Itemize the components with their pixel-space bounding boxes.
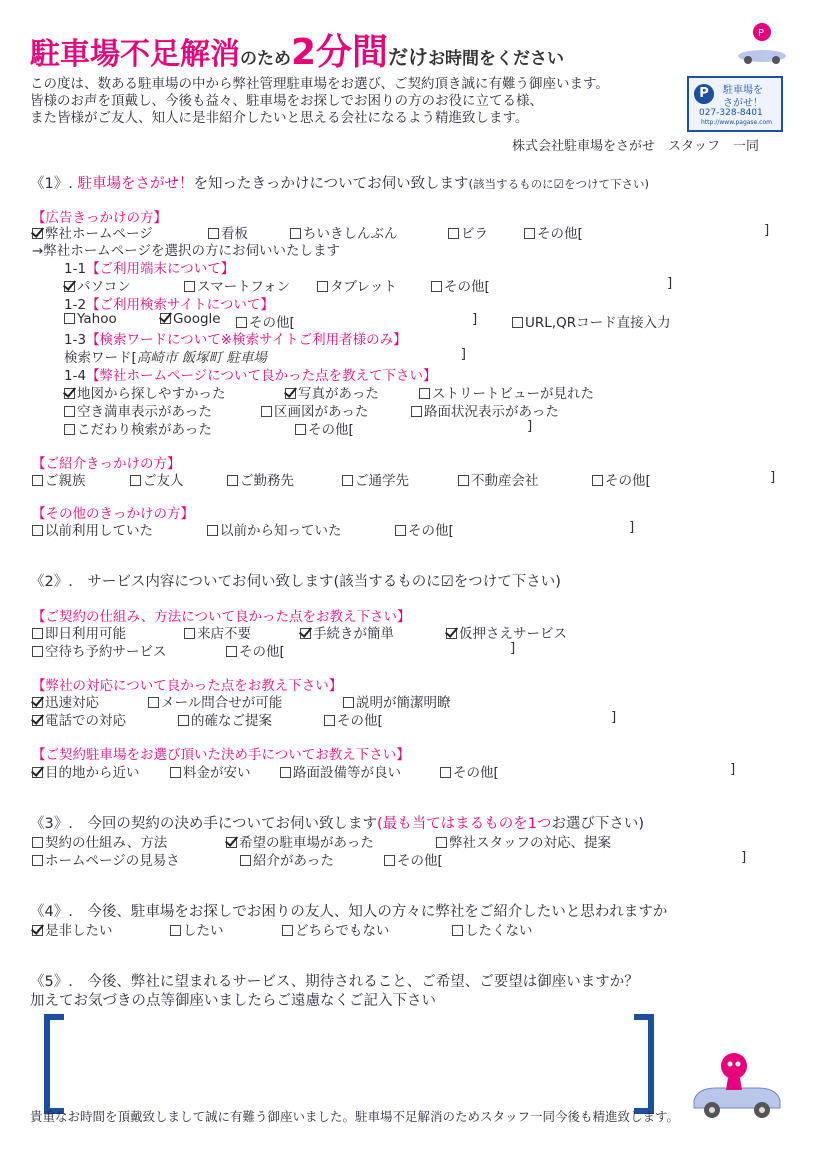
response-row-2 xyxy=(32,709,616,729)
keyword-row xyxy=(64,346,466,366)
comment-box-left-bracket xyxy=(44,1014,64,1114)
hp-good-row-2 xyxy=(64,400,559,420)
section-1-3-label xyxy=(64,328,407,348)
option-label: その他[ xyxy=(537,226,583,242)
checkbox-smartphone[interactable] xyxy=(184,275,317,295)
option-label: 的確なご提案 xyxy=(191,713,272,729)
title-request: お時間をください xyxy=(428,49,565,69)
q5-heading-line-2: 加えてお気づきの点等御座いましたらご遠慮なくご記入下さい xyxy=(30,993,436,1009)
radio-no[interactable] xyxy=(452,919,533,939)
contract-row-1 xyxy=(32,622,567,642)
checkbox-hold-service[interactable] xyxy=(446,622,567,642)
option-label: 以前から知っていた xyxy=(220,523,342,539)
checkbox-trigger-other[interactable] xyxy=(395,519,629,539)
deciding-row xyxy=(32,761,735,781)
option-label: ご勤務先 xyxy=(240,473,294,489)
response-row-1 xyxy=(32,691,451,711)
logo-text-2: さがせ！ xyxy=(723,98,763,109)
option-label: ご通学先 xyxy=(355,473,409,489)
q1-brand: 駐車場をさがせ！ xyxy=(77,176,194,192)
logo-url: http://www.pagase.com xyxy=(701,119,772,126)
checkbox-advanced-search[interactable] xyxy=(64,418,295,438)
option-label: 以前利用していた xyxy=(45,523,153,539)
bracket-close: ] xyxy=(510,640,516,656)
option-label: パソコン xyxy=(77,279,131,295)
checkbox-device-other[interactable] xyxy=(431,275,667,295)
title-for: のため xyxy=(240,49,291,69)
option-label: 料金が安い xyxy=(183,765,251,781)
q3-emphasis: (最も当てはまるものを1つ xyxy=(377,816,552,832)
option-label: 不動産会社 xyxy=(471,473,539,489)
checkbox-vacancy-display[interactable] xyxy=(64,400,261,420)
bracket-close: ] xyxy=(730,761,736,777)
option-label: 電話での対応 xyxy=(45,713,126,729)
referral-section-label: 【ご紹介きっかけの方】 xyxy=(32,456,181,472)
checkbox-deciding-other[interactable] xyxy=(440,761,730,781)
bracket-close: ] xyxy=(764,222,770,238)
title-minutes: 2分間 xyxy=(291,32,389,73)
checkbox-same-day[interactable] xyxy=(32,622,184,642)
checkbox-pc[interactable] xyxy=(64,275,184,295)
checkbox-road-surface[interactable] xyxy=(411,400,559,420)
checkbox-easy-procedure[interactable] xyxy=(300,622,446,642)
option-label: 即日利用可能 xyxy=(45,626,126,642)
option-label: 空待ち予約サービス xyxy=(45,644,167,660)
radio-desired-lot[interactable] xyxy=(226,831,436,851)
checkbox-cheap[interactable] xyxy=(170,761,280,781)
checkbox-flyer[interactable] xyxy=(448,222,524,242)
checkbox-real-estate[interactable] xyxy=(458,469,592,489)
hp-good-row-1 xyxy=(64,382,594,402)
option-label: 弊社ホームページ xyxy=(45,226,153,242)
option-label: したい xyxy=(183,923,224,939)
option-label: ご友人 xyxy=(143,473,184,489)
option-label: ご親族 xyxy=(45,473,86,489)
option-label: 来店不要 xyxy=(197,626,251,642)
option-label: 路面状況表示があった xyxy=(424,404,559,420)
checkbox-phone-response[interactable] xyxy=(32,709,178,729)
radio-q3-other[interactable] xyxy=(384,849,741,869)
bracket-close: ] xyxy=(611,709,617,725)
radio-website-readability[interactable] xyxy=(32,849,240,869)
option-label: 迅速対応 xyxy=(45,695,99,711)
mascot-car-icon xyxy=(688,1048,784,1122)
option-label: その他[ xyxy=(444,279,490,295)
section-title: 【ご利用検索サイトについて】 xyxy=(86,297,274,313)
option-label: その他[ xyxy=(397,853,443,869)
q4-heading: 《4》. 今後、駐車場をお探しでお困りの友人、知人の方々に弊社をご紹介したいと思われますか xyxy=(30,904,668,920)
option-label: その他[ xyxy=(605,473,651,489)
bracket-close: ] xyxy=(770,469,776,485)
q3-question: 《3》. 今回の契約の決め手についてお伺い致します xyxy=(30,816,378,832)
option-label: 看板 xyxy=(221,226,248,242)
radio-staff-response[interactable] xyxy=(436,831,611,851)
bracket-close: ] xyxy=(460,346,467,362)
section-number: 1-4 xyxy=(64,368,87,384)
section-1-4-label xyxy=(64,364,437,384)
company-logo xyxy=(687,76,783,132)
checkbox-knew-before[interactable] xyxy=(207,519,395,539)
checkbox-school[interactable] xyxy=(342,469,458,489)
checkbox-lot-map[interactable] xyxy=(261,400,411,420)
checkbox-no-visit[interactable] xyxy=(184,622,300,642)
q3-row-1 xyxy=(32,831,611,851)
section-title: 【弊社ホームページについて良かった点を教えて下さい】 xyxy=(86,368,437,384)
q5-heading-line-1: 《5》. 今後、弊社に望まれるサービス、期待されること、ご希望、ご要望は御座いますか？ xyxy=(30,974,639,990)
option-label: 説明が簡潔明瞭 xyxy=(356,695,451,711)
checkbox-quick-response[interactable] xyxy=(32,691,148,711)
logo-p-icon: P xyxy=(694,84,714,104)
q3-heading xyxy=(30,812,644,833)
option-label: 地図から探しやすかった xyxy=(77,386,226,402)
option-label: 是非したい xyxy=(45,923,113,939)
bracket-close: ] xyxy=(527,418,533,434)
bracket-close: ] xyxy=(667,275,673,291)
svg-text:P: P xyxy=(758,28,765,39)
option-label: ホームページの見易さ xyxy=(45,853,180,869)
q3-row-2 xyxy=(32,849,746,869)
bracket-close: ] xyxy=(629,519,635,535)
homepage-followup-note: →弊社ホームページを選択の方にお伺いいたします xyxy=(32,243,341,259)
radio-definitely[interactable] xyxy=(32,919,170,939)
section-1-2-label xyxy=(64,293,274,313)
option-label: 手続きが簡単 xyxy=(313,626,394,642)
option-label: その他[ xyxy=(249,315,295,331)
keyword-handwritten-value[interactable]: 高崎市 飯塚町 駐車場 xyxy=(136,350,267,366)
option-label: その他[ xyxy=(337,713,383,729)
q2-heading: 《2》. サービス内容についてお伺い致します(該当するものに☑をつけて下さい) xyxy=(30,574,561,590)
option-label: 区画図があった xyxy=(274,404,369,420)
option-label: 契約の仕組み、方法 xyxy=(45,835,168,851)
option-label: タブレット xyxy=(330,279,397,295)
hp-good-row-3 xyxy=(64,418,532,438)
device-options-row xyxy=(64,275,672,295)
radio-referral[interactable] xyxy=(240,849,384,869)
checkbox-street-view[interactable] xyxy=(419,382,594,402)
other-trigger-label: 【その他のきっかけの方】 xyxy=(32,506,194,522)
q1-note: (該当するものに☑をつけて下さい) xyxy=(468,177,649,191)
option-label: その他[ xyxy=(408,523,454,539)
deciding-section-label: 【ご契約駐車場をお選び頂いた決め手についてお教え下さい】 xyxy=(32,747,410,763)
checkbox-workplace[interactable] xyxy=(227,469,342,489)
option-label: 紹介があった xyxy=(253,853,334,869)
section-title: 【ご利用端末について】 xyxy=(86,261,235,277)
checkbox-map-search[interactable] xyxy=(64,382,285,402)
checkbox-response-other[interactable] xyxy=(324,709,611,729)
checkbox-suggestion[interactable] xyxy=(178,709,324,729)
page-title xyxy=(30,24,564,75)
option-label: URL,QRコード直接入力 xyxy=(525,315,671,331)
q1-heading xyxy=(30,172,649,193)
intro-line-2: 皆様のお声を頂戴し、今後も益々、駐車場をお探しでお困りの方のお役に立てる様、 xyxy=(30,93,543,109)
option-label: 路面設備等が良い xyxy=(293,765,401,781)
option-label: 弊社スタッフの対応、提案 xyxy=(449,835,611,851)
option-label: 目的地から近い xyxy=(45,765,140,781)
option-label: Google xyxy=(173,311,221,327)
option-label: 希望の駐車場があった xyxy=(239,835,374,851)
checkbox-clear-explanation[interactable] xyxy=(343,691,451,711)
q4-options-row xyxy=(32,919,533,939)
keyword-label: 検索ワード[ xyxy=(64,350,137,366)
option-label: その他[ xyxy=(308,422,354,438)
checkbox-direct-url[interactable] xyxy=(512,311,671,331)
section-title: 【検索ワードについて※検索サイトご利用者様のみ】 xyxy=(86,332,407,348)
option-label: 写真があった xyxy=(298,386,379,402)
checkbox-photos[interactable] xyxy=(285,382,419,402)
intro-line-3: また皆様がご友人、知人に是非紹介したいと思える会社になるよう精進致します。 xyxy=(30,110,529,126)
checkbox-referral-other[interactable] xyxy=(592,469,770,489)
intro-line-1: この度は、数ある駐車場の中から弊社管理駐車場をお選び、ご契約頂き誠に有難う御座います。 xyxy=(30,76,609,92)
title-main: 駐車場不足解消 xyxy=(30,37,240,72)
checkbox-used-before[interactable] xyxy=(32,519,207,539)
option-label: その他[ xyxy=(239,644,285,660)
checkbox-near-destination[interactable] xyxy=(32,761,170,781)
option-label: したくない xyxy=(465,923,533,939)
logo-phone: 027-328-8401 xyxy=(699,108,763,118)
checkbox-ad-other[interactable] xyxy=(524,222,764,242)
radio-yes[interactable] xyxy=(170,919,282,939)
option-label: スマートフォン xyxy=(197,279,291,295)
option-label: その他[ xyxy=(453,765,499,781)
section-number: 1-3 xyxy=(64,332,87,348)
comment-textarea[interactable] xyxy=(64,1020,630,1100)
q3-end: お選び下さい) xyxy=(551,816,645,832)
contract-section-label: 【ご契約の仕組み、方法について良かった点をお教え下さい】 xyxy=(32,609,411,625)
footer-thanks: 貴重なお時間を頂戴致しまして誠に有難う御座いました。駐車場不足解消のためスタッフ一同今後も精進致します。 xyxy=(30,1109,680,1124)
section-number: 1-1 xyxy=(64,261,87,277)
radio-neutral[interactable] xyxy=(282,919,452,939)
section-1-1-label xyxy=(64,257,234,277)
section-number: 1-2 xyxy=(64,297,87,313)
mascot-car-icon xyxy=(736,18,788,66)
checkbox-waitlist[interactable] xyxy=(32,640,226,660)
option-label: ビラ xyxy=(461,226,488,242)
checkbox-tablet[interactable] xyxy=(317,275,431,295)
option-label: 空き満車表示があった xyxy=(77,404,212,420)
checkbox-good-facilities[interactable] xyxy=(280,761,440,781)
signature: 株式会社駐車場をさがせ スタッフ 一同 xyxy=(512,139,760,154)
referral-options-row xyxy=(32,469,775,489)
logo-text-1: 駐車場を xyxy=(723,85,763,96)
option-label: メール問合せが可能 xyxy=(161,695,283,711)
other-trigger-row xyxy=(32,519,634,539)
q1-number: 《1》. xyxy=(30,176,78,192)
option-label: ちいきしんぶん xyxy=(303,226,398,242)
q1-question: を知ったきっかけについてお伺い致します xyxy=(193,176,469,192)
ad-section-label: 【広告きっかけの方】 xyxy=(32,210,167,226)
bracket-close: ] xyxy=(741,849,747,865)
radio-contract-method[interactable] xyxy=(32,831,226,851)
option-label: ストリートビューが見れた xyxy=(432,386,594,402)
bracket-close: ] xyxy=(472,311,478,327)
option-label: どちらでもない xyxy=(295,923,390,939)
checkbox-email-inquiry[interactable] xyxy=(148,691,343,711)
checkbox-contract-other[interactable] xyxy=(226,640,510,660)
comment-box-right-bracket xyxy=(634,1014,654,1114)
option-label: 仮押さえサービス xyxy=(459,626,567,642)
contract-row-2 xyxy=(32,640,515,660)
option-label: Yahoo xyxy=(77,311,117,327)
option-label: こだわり検索があった xyxy=(77,422,212,438)
title-only: だけ xyxy=(388,45,429,69)
checkbox-friends[interactable] xyxy=(130,469,227,489)
checkbox-hp-other[interactable] xyxy=(295,418,527,438)
checkbox-relatives[interactable] xyxy=(32,469,130,489)
response-section-label: 【弊社の対応について良かった点をお教え下さい】 xyxy=(32,678,343,694)
